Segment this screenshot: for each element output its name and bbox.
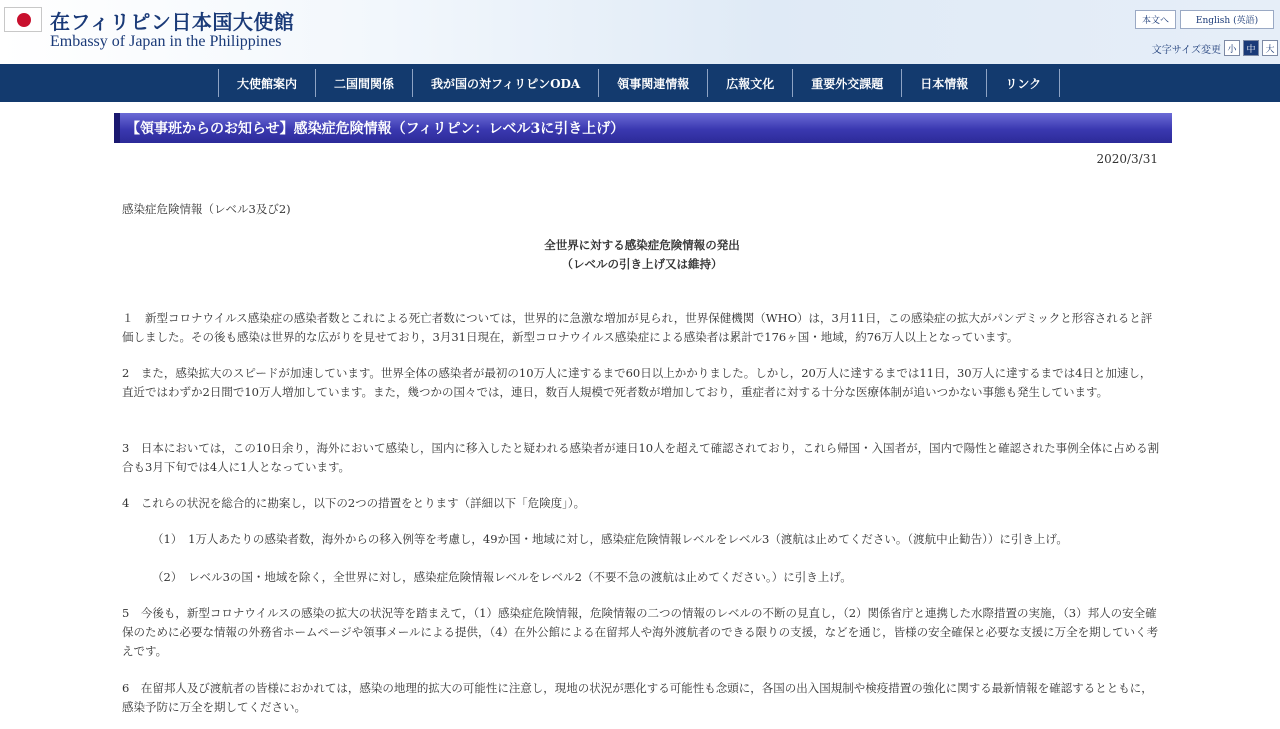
nav-item-embassy-info[interactable]: 大使館案内 bbox=[219, 69, 316, 97]
nav-item-consular[interactable]: 領事関連情報 bbox=[599, 69, 708, 97]
font-size-label: 文字サイズ変更 bbox=[1151, 44, 1221, 56]
center-heading bbox=[122, 236, 1162, 274]
paragraph-1: １ 新型コロナウイルス感染症の感染者数とこれによる死亡者数については，世界的に急激な増加が見られ，世界保健機関（WHO）は，3月11日，この感染症の拡大がパンデミックと形容されると評価しました。その後も感染は世界的な広がりを見せており，3月31日現在，新型コロナウイルス感染症による感染者は累計で176ヶ国・地域，約76万人以上となっています。 bbox=[122, 311, 1153, 344]
site-title-ja[interactable]: 在フィリピン日本国大使館 bbox=[50, 10, 295, 34]
paragraph-6: 6 在留邦人及び渡航者の皆様におかれては，感染の地理的拡大の可能性に注意し，現地の状況が悪化する可能性も念頭に，各国の出入国規制や検疫措置の強化に関する最新情報を確認するとともに，感染予防に万全を期してください。 bbox=[122, 681, 1153, 714]
top-links bbox=[1135, 10, 1274, 29]
site-header bbox=[0, 0, 1280, 64]
nav-item-diplomacy[interactable]: 重要外交課題 bbox=[793, 69, 902, 97]
font-size-large-button[interactable]: 大 bbox=[1262, 40, 1278, 56]
sub-item-2: （2） レベル3の国・地域を除く，全世界に対し，感染症危険情報レベルをレベル2（不要不急の渡航は止めてください。）に引き上げ。 bbox=[152, 570, 852, 584]
paragraph-3: 3 日本においては，この10日余り，海外において感染し，国内に移入したと疑われる感染者が連日10人を超えて確認されており，これら帰国・入国者が，国内で陽性と確認された事例全体に占める割合も3月下旬では4人に1人となっています。 bbox=[122, 441, 1160, 474]
font-size-control bbox=[1152, 40, 1278, 56]
paragraph-5: 5 今後も，新型コロナウイルスの感染の拡大の状況等を踏まえて，（1）感染症危険情報，危険情報の二つの情報のレベルの不断の見直し，（2）関係省庁と連携した水際措置の実施，（3）邦人の安全確保のために必要な情報の外務省ホームページや領事メールによる提供，（4）在外公館による在留邦人や海外渡航者のできる限りの支援，などを通じ，皆様の安全確保と必要な支援に万全を期していく考えです。 bbox=[122, 606, 1159, 658]
article-title: 【領事班からのお知らせ】感染症危険情報（フィリピン：レベル3に引き上げ） bbox=[126, 121, 625, 137]
paragraph-4: 4 これらの状況を総合的に勘案し，以下の2つの措置をとります（詳細以下「危険度」）。 bbox=[122, 496, 586, 510]
nav-item-japan-info[interactable]: 日本情報 bbox=[902, 69, 987, 97]
english-link[interactable]: English (英語) bbox=[1180, 10, 1274, 29]
paragraph-2: 2 また，感染拡大のスピードが加速しています。世界全体の感染者が最初の10万人に達するまで60日以上かかりました。しかし，20万人に達するまでは11日，30万人に達するまでは4日と加速し，直近ではわずか2日間で10万人増加しています。また，幾つかの国々では，連日，数百人規模で死者数が増加しており，重症者に対する十分な医療体制が追いつかない事態も発生しています。 bbox=[122, 366, 1152, 399]
skip-to-content-link[interactable]: 本文へ bbox=[1135, 10, 1176, 29]
main-nav bbox=[0, 64, 1280, 102]
lead-text: 感染症危険情報（レベル3及び2) bbox=[122, 202, 291, 216]
japan-flag-icon bbox=[4, 7, 42, 32]
font-size-medium-button[interactable]: 中 bbox=[1243, 40, 1259, 56]
heading-line-1: 全世界に対する感染症危険情報の発出 bbox=[544, 238, 740, 252]
nav-item-links[interactable]: リンク bbox=[987, 69, 1060, 97]
heading-line-2: （レベルの引き上げ又は維持） bbox=[561, 257, 723, 271]
article-title-bar bbox=[114, 113, 1172, 143]
nav-item-oda[interactable]: 我が国の対フィリピンODA bbox=[413, 69, 599, 97]
site-title-en[interactable]: Embassy of Japan in the Philippines bbox=[50, 33, 282, 50]
sub-item-1: （1） 1万人あたりの感染者数，海外からの移入例等を考慮し，49か国・地域に対し，感染症危険情報レベルをレベル3（渡航は止めてください。（渡航中止勧告））に引き上げ。 bbox=[152, 532, 1068, 546]
font-size-small-button[interactable]: 小 bbox=[1224, 40, 1240, 56]
nav-item-bilateral[interactable]: 二国間関係 bbox=[316, 69, 413, 97]
article-date: 2020/3/31 bbox=[1096, 152, 1158, 166]
nav-item-culture[interactable]: 広報文化 bbox=[708, 69, 793, 97]
